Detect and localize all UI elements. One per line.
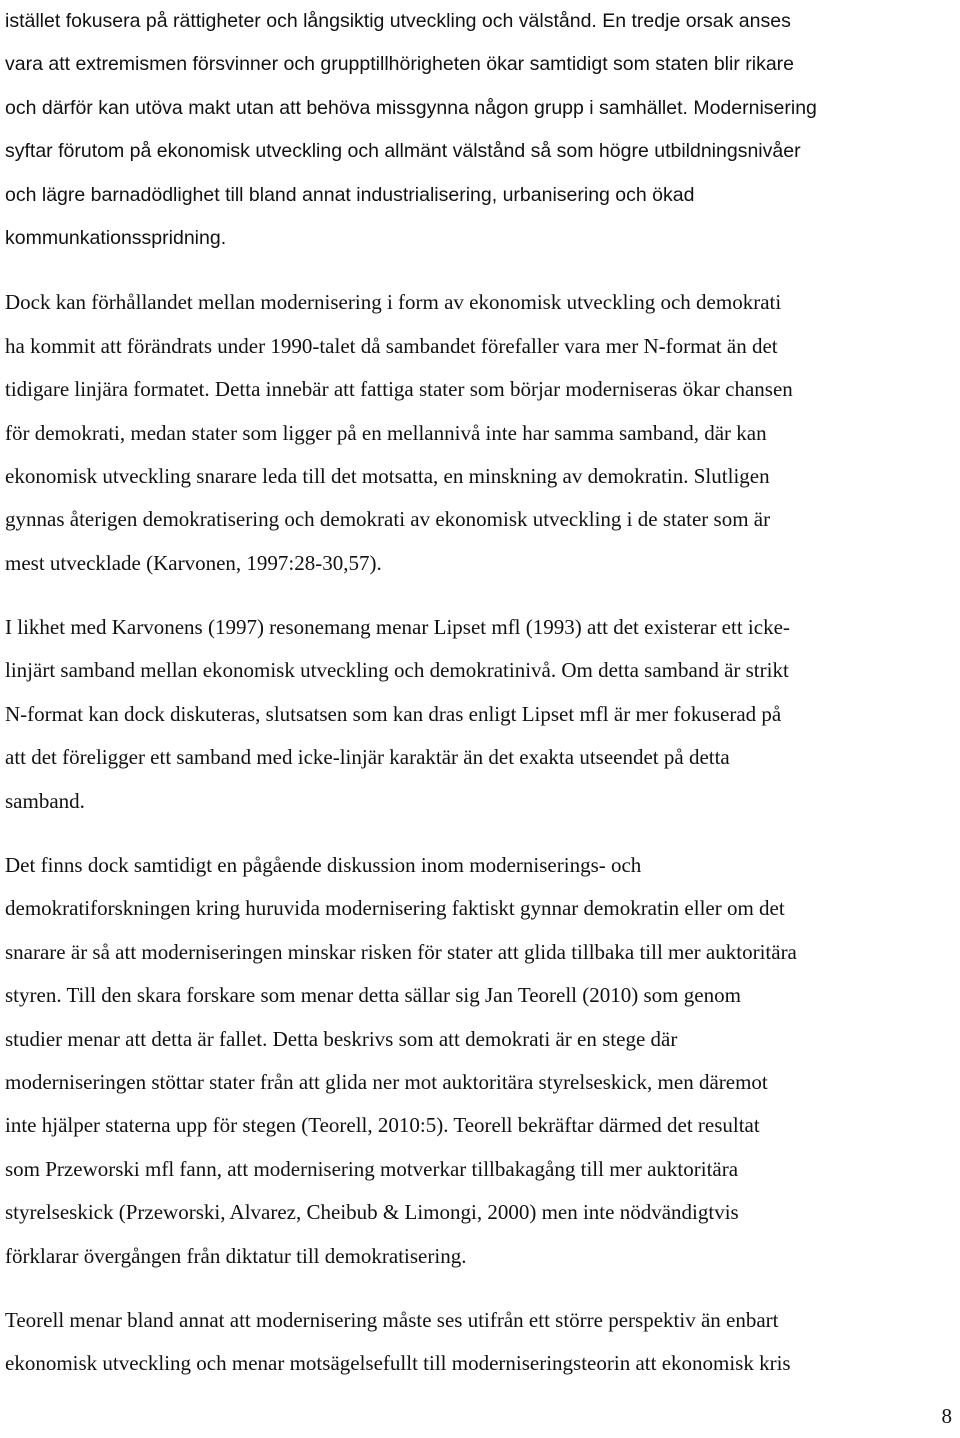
- text-line: snarare är så att moderniseringen minskar risken för stater att glida tillbaka till mer auktoritära: [5, 939, 797, 964]
- text-line: N-format kan dock diskuteras, slutsatsen som kan dras enligt Lipset mfl är mer fokuserad på: [5, 701, 782, 726]
- text-line: tidigare linjära formatet. Detta innebär att fattiga stater som börjar moderniseras ökar chansen: [5, 377, 793, 402]
- paragraph-1: [5, 0, 955, 260]
- paragraph-5: [5, 1299, 955, 1386]
- text-line: för demokrati, medan stater som ligger på en mellannivå inte har samma samband, där kan: [5, 420, 767, 445]
- text-line: ekonomisk utveckling och menar motsägelsefullt till moderniseringsteorin att ekonomisk kris: [5, 1351, 791, 1376]
- text-line: vara att extremismen försvinner och grupptillhörigheten ökar samtidigt som staten blir rikare: [5, 53, 795, 76]
- text-line: förklarar övergången från diktatur till demokratisering.: [5, 1243, 467, 1268]
- text-line: moderniseringen stöttar stater från att glida ner mot auktoritära styrelseskick, men däremot: [5, 1069, 768, 1094]
- text-line: att det föreligger ett samband med icke-linjär karaktär än det exakta utseendet på detta: [5, 745, 730, 770]
- text-line: demokratiforskningen kring huruvida modernisering faktiskt gynnar demokratin eller om det: [5, 896, 785, 921]
- text-line: styrelseskick (Przeworski, Alvarez, Cheibub & Limongi, 2000) men inte nödvändigtvis: [5, 1200, 739, 1225]
- text-line: samband.: [5, 788, 85, 813]
- text-line: ekonomisk utveckling snarare leda till det motsatta, en minskning av demokratin. Slutligen: [5, 463, 770, 488]
- paragraph-2: [5, 281, 955, 585]
- text-line: istället fokusera på rättigheter och långsiktig utveckling och välstånd. En tredje orsak anses: [5, 10, 791, 32]
- text-line: och lägre barnadödlighet till bland annat industrialisering, urbanisering och ökad: [5, 183, 695, 206]
- text-line: gynnas återigen demokratisering och demokrati av ekonomisk utveckling i de stater som är: [5, 507, 771, 532]
- document-page: [5, 0, 955, 1386]
- paragraph-spacer: [5, 1278, 955, 1299]
- text-line: I likhet med Karvonens (1997) resonemang menar Lipset mfl (1993) att det existerar ett icke-: [5, 615, 790, 640]
- text-line: syftar förutom på ekonomisk utveckling och allmänt välstånd så som högre utbildningsnivåer: [5, 140, 801, 163]
- text-line: studier menar att detta är fallet. Detta beskrivs som att demokrati är en stege där: [5, 1026, 678, 1051]
- text-line: inte hjälper staterna upp för stegen (Teorell, 2010:5). Teorell bekräftar därmed det resultat: [5, 1113, 760, 1138]
- text-line: ha kommit att förändrats under 1990-talet då sambandet förefaller vara mer N-format än det: [5, 333, 778, 358]
- paragraph-4: [5, 844, 955, 1278]
- page-number: 8: [941, 1404, 952, 1428]
- text-line: kommunkationsspridning.: [5, 226, 227, 249]
- text-line: linjärt samband mellan ekonomisk utveckling och demokratinivå. Om detta samband är strikt: [5, 658, 789, 683]
- text-line: Teorell menar bland annat att modernisering måste ses utifrån ett större perspektiv än enbart: [5, 1307, 779, 1332]
- paragraph-spacer: [5, 585, 955, 606]
- text-line: Det finns dock samtidigt en pågående diskussion inom moderniserings- och: [5, 853, 642, 878]
- text-line: styren. Till den skara forskare som menar detta sällar sig Jan Teorell (2010) som genom: [5, 983, 741, 1008]
- paragraph-spacer: [5, 260, 955, 281]
- text-line: som Przeworski mfl fann, att modernisering motverkar tillbakagång till mer auktoritära: [5, 1156, 739, 1181]
- paragraph-3: [5, 606, 955, 823]
- text-line: och därför kan utöva makt utan att behöva missgynna någon grupp i samhället. Modernisering: [5, 96, 817, 119]
- paragraph-spacer: [5, 823, 955, 844]
- text-line: Dock kan förhållandet mellan modernisering i form av ekonomisk utveckling och demokrati: [5, 290, 782, 315]
- text-line: mest utvecklade (Karvonen, 1997:28-30,57).: [5, 550, 382, 575]
